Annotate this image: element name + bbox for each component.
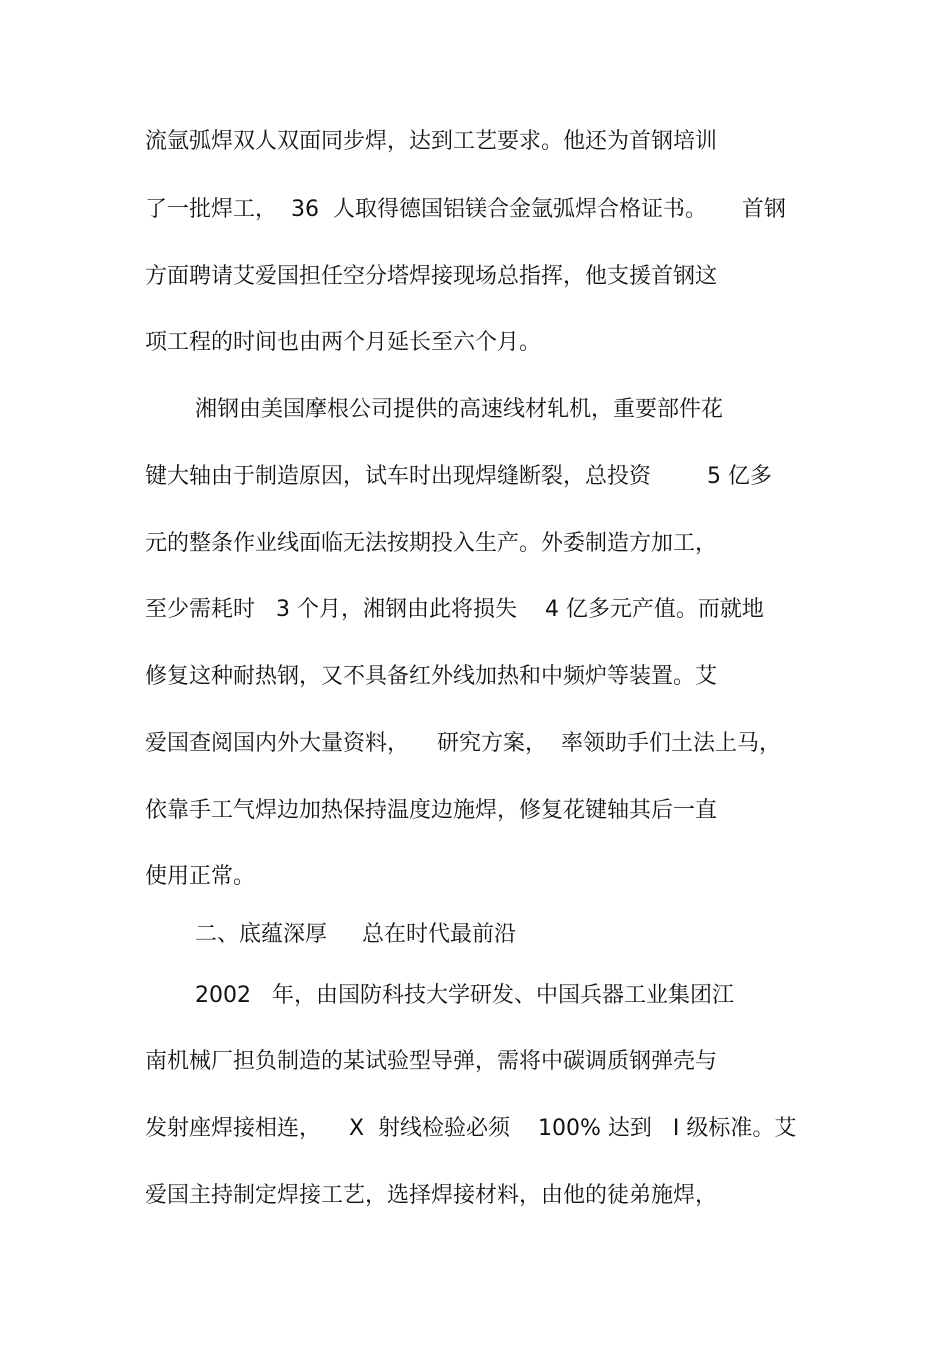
text-line: 键大轴由于制造原因，试车时出现焊缝断裂，总投资 5 亿多	[145, 464, 772, 489]
text-line: 流氩弧焊双人双面同步焊，达到工艺要求。他还为首钢培训	[145, 129, 718, 154]
text-line: 使用正常。	[145, 864, 256, 889]
paragraph-first-line: 2002 年，由国防科技大学研发、中国兵器工业集团江	[195, 983, 734, 1008]
text-line: 元的整条作业线面临无法按期投入生产。外委制造方加工，	[145, 531, 718, 556]
paragraph-first-line: 湘钢由美国摩根公司提供的高速线材轧机，重要部件花	[195, 397, 724, 422]
text-line: 至少需耗时 3 个月，湘钢由此将损失 4 亿多元产值。而就地	[145, 597, 764, 622]
text-line: 修复这种耐热钢，又不具备红外线加热和中频炉等装置。艾	[145, 664, 718, 689]
text-line: 爱国主持制定焊接工艺，选择焊接材料，由他的徒弟施焊，	[145, 1183, 718, 1208]
text-line: 发射座焊接相连， X 射线检验必须 100% 达到 I 级标准。艾	[145, 1116, 797, 1141]
text-line: 南机械厂担负制造的某试验型导弹，需将中碳调质钢弹壳与	[145, 1049, 718, 1074]
text-line: 了一批焊工， 36 人取得德国铝镁合金氩弧焊合格证书。 首钢	[145, 197, 786, 222]
text-line: 方面聘请艾爱国担任空分塔焊接现场总指挥，他支援首钢这	[145, 264, 718, 289]
text-line: 项工程的时间也由两个月延长至六个月。	[145, 330, 542, 355]
text-line: 依靠手工气焊边加热保持温度边施焊，修复花键轴其后一直	[145, 798, 718, 823]
text-line: 爱国查阅国内外大量资料， 研究方案， 率领助手们土法上马，	[145, 731, 781, 756]
section-heading: 二、底蕴深厚 总在时代最前沿	[195, 922, 516, 947]
